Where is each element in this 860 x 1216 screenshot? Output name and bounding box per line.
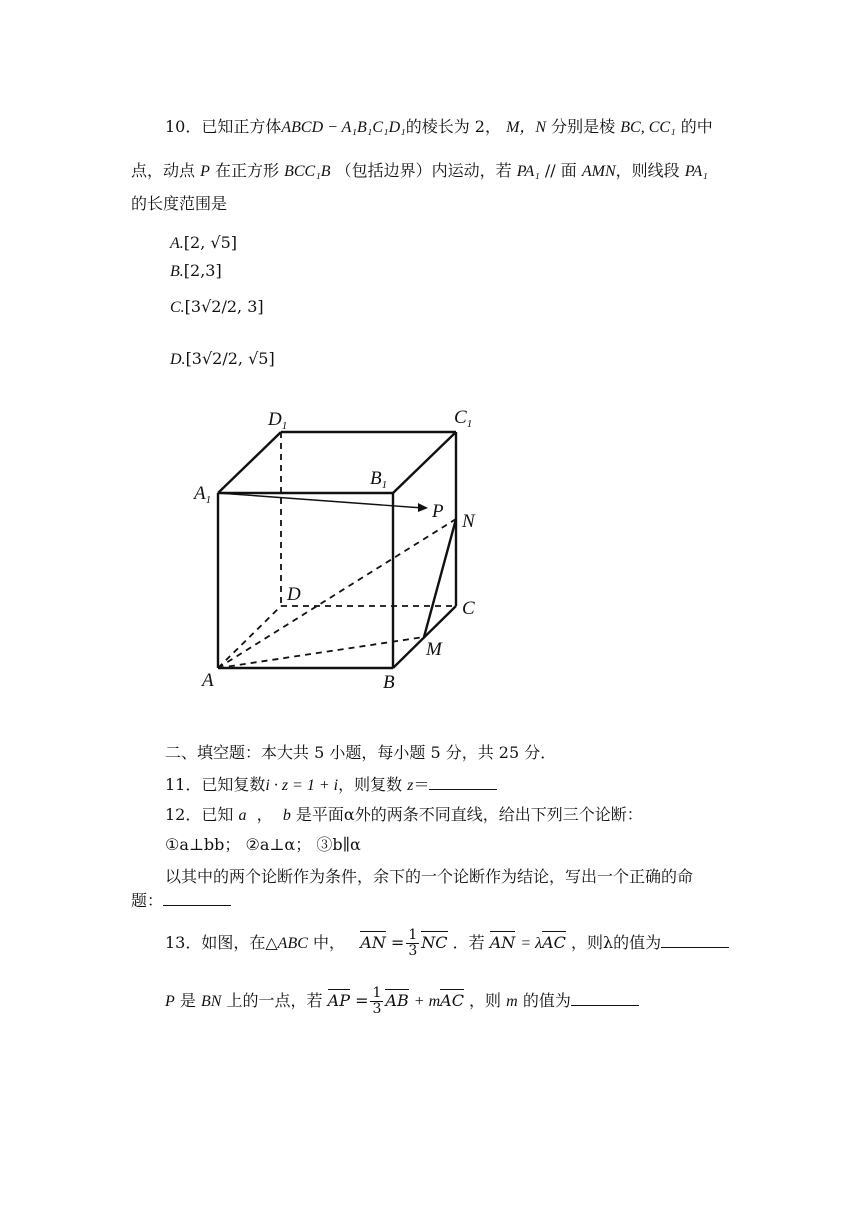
option-b: B.[2,3] — [170, 261, 222, 280]
label-m: M — [426, 639, 442, 660]
q11: 11．已知复数i · z = 1 + i，则复数 z＝ — [165, 774, 497, 797]
arrow-head — [418, 503, 428, 512]
edge-b1-c1 — [393, 432, 456, 493]
q12-line-3: 以其中的两个论断作为条件，余下的一个论断作为结论，写出一个正确的命 — [165, 867, 694, 886]
q10-line-3: 的长度范围是 — [131, 194, 228, 213]
q13-line-2: P 是 BN 上的一点，若 AP = $\frac{1}{3}$ AB + mAC ，则 m 的值为 — [165, 986, 639, 1017]
label-a1: $A_1$ — [194, 483, 212, 506]
label-a: A — [202, 670, 214, 691]
label-b1: $B_1$ — [370, 468, 388, 491]
answer-blank-11[interactable] — [429, 775, 497, 790]
label-d: D — [287, 584, 301, 605]
answer-blank-12[interactable] — [163, 891, 231, 906]
q10-line-2: 点，动点 P 在正方形 BCC₁B （包括边界）内运动，若 PA₁ // 面 AMN，则线段 PA₁ — [131, 161, 708, 180]
q12-claims: ①a⊥bb； ②a⊥α； ③b∥α — [165, 835, 361, 854]
edge-a1-d1 — [218, 432, 281, 493]
q12-line-1: 12．已知 a ， b 是平面α外的两条不同直线，给出下列三个论断： — [165, 805, 643, 824]
label-n: N — [462, 511, 475, 532]
hidden-edge-a-d — [218, 606, 281, 668]
label-d1: $D_1$ — [268, 409, 288, 432]
answer-blank-13b[interactable] — [571, 991, 639, 1006]
option-d: D.[3√2/2, √5] — [170, 349, 275, 368]
answer-blank-13a[interactable] — [661, 933, 729, 948]
q12-line-4: 题： — [131, 890, 231, 912]
option-c: C.[3√2/2, 3] — [170, 297, 264, 316]
fraction-one-third-2: $\frac{1}{3}$ — [372, 985, 382, 1017]
segment-a-n — [218, 519, 456, 668]
fraction-one-third: $\frac{1}{3}$ — [408, 927, 418, 959]
label-p: P — [432, 501, 444, 522]
option-a: A.[2, √5] — [170, 233, 237, 252]
cube-name: ABCD − A₁B₁C₁D₁ — [281, 119, 406, 136]
q10-line-1: 10．已知正方体ABCD − A₁B₁C₁D₁的棱长为 2， M，N 分别是棱 BC, CC₁ 的中 — [165, 117, 713, 136]
label-c: C — [462, 598, 475, 619]
label-b: B — [383, 672, 395, 693]
section-2-heading: 二、填空题：本大共 5 小题，每小题 5 分，共 25 分． — [165, 743, 557, 762]
q13-line-1: 13．如图，在△ABC 中， AN = $\frac{1}{3}$ NC ．若 AN = λAC ，则λ的值为 — [165, 928, 729, 959]
label-c1: $C_1$ — [454, 407, 473, 430]
cube-figure — [185, 400, 505, 700]
segment-m-n — [424, 519, 456, 637]
